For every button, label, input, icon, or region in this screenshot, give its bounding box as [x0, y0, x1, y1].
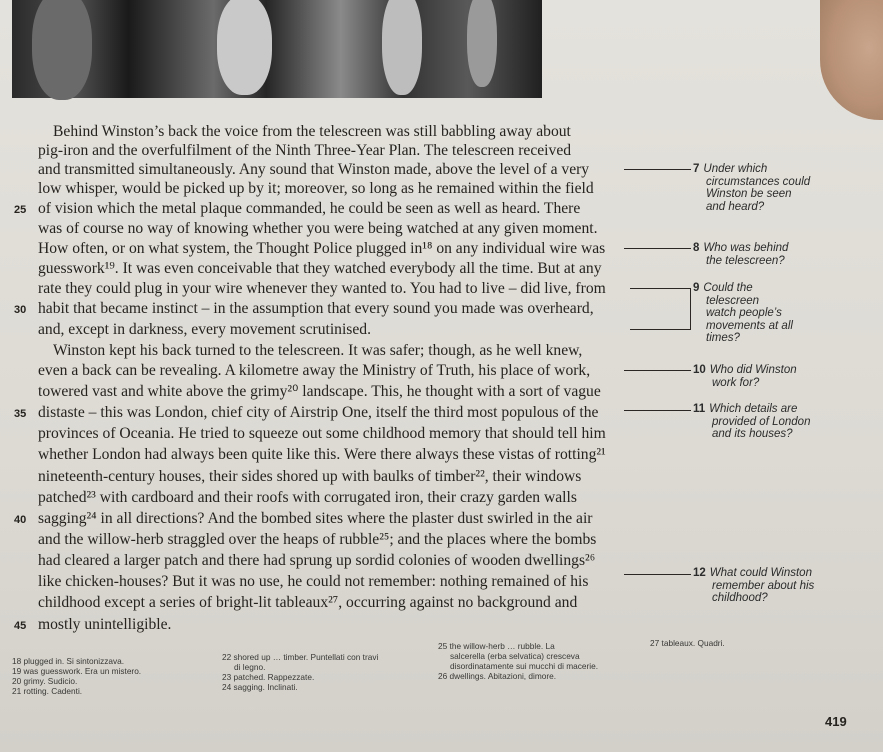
footnote-column-1 — [12, 656, 141, 696]
question-8 — [693, 242, 788, 267]
question-9 — [693, 282, 793, 345]
question-text: Could the — [703, 282, 753, 294]
question-text: childhood? — [712, 592, 768, 604]
text-line: provinces of Oceania. He tried to squeeze out some childhood memory that should tell him — [38, 425, 606, 442]
black-and-white-photo — [12, 0, 542, 98]
line-number: 25 — [14, 204, 27, 216]
footnote-column-3 — [438, 641, 598, 681]
text-line: sagging²⁴ in all directions? And the bombed sites where the plaster dust swirled in the air — [38, 510, 593, 527]
footnote: 25 the willow-herb … rubble. La — [438, 641, 555, 651]
question-text: Who was behind — [703, 242, 789, 254]
question-text: movements at all — [706, 319, 793, 332]
footnote-column-2 — [222, 652, 378, 692]
question-text: watch people’s — [706, 307, 782, 319]
footnote: 27 tableaux. Quadri. — [650, 638, 725, 648]
text-line: Behind Winston’s back the voice from the telescreen was still babbling away about — [53, 123, 571, 140]
thumb-photo — [820, 0, 883, 120]
text-line: whether London had always been quite like this. Were there always these vistas of rotting²¹ — [38, 446, 606, 463]
question-7 — [693, 163, 810, 213]
question-number: 7 — [693, 163, 700, 175]
question-text: and its houses? — [712, 428, 793, 440]
line-number: 35 — [14, 408, 27, 420]
line-number: 45 — [14, 620, 27, 632]
text-line: guesswork¹⁹. It was even conceivable that they watched everybody all the time. But at any — [38, 260, 602, 277]
text-line: of vision which the metal plaque commanded, he could be seen as well as heard. There — [38, 200, 581, 217]
question-text: Under which — [703, 163, 768, 175]
text-line: distaste – this was London, chief city of Airstrip One, itself the third most populous of the — [38, 404, 599, 421]
question-10 — [693, 364, 797, 389]
question-11 — [693, 403, 810, 441]
question-number: 11 — [693, 403, 706, 415]
line-number: 40 — [14, 514, 27, 526]
footnote: di legno. — [234, 662, 266, 672]
text-line: had cleared a larger patch and there had sprung up sordid colonies of wooden dwellings²⁶ — [38, 552, 596, 569]
question-rule — [624, 574, 691, 575]
question-text: and heard? — [706, 200, 765, 213]
text-line: mostly unintelligible. — [38, 616, 172, 633]
text-line: Winston kept his back turned to the telescreen. It was safer; though, as he well knew, — [53, 342, 583, 359]
text-line: like chicken-houses? But it was no use, he could not remember: nothing remained of his — [38, 573, 589, 590]
text-line: even a back can be revealing. A kilometre away the Ministry of Truth, his place of work, — [38, 362, 591, 379]
footnote: 21 rotting. Cadenti. — [12, 686, 83, 696]
question-text: telescreen — [706, 294, 760, 307]
footnote: 26 dwellings. Abitazioni, dimore. — [438, 671, 557, 681]
footnote: 20 grimy. Sudicio. — [12, 676, 78, 686]
footnote-column-4 — [650, 638, 725, 648]
question-text: times? — [706, 332, 740, 344]
question-text: remember about his — [712, 579, 815, 592]
question-12 — [693, 567, 814, 605]
question-text: work for? — [712, 376, 760, 389]
question-bracket — [630, 288, 691, 330]
question-text: What could Winston — [709, 567, 812, 579]
footnote: 24 sagging. Inclinati. — [222, 682, 298, 692]
text-line: How often, or on what system, the Thought Police plugged in¹⁸ on any individual wire was — [38, 240, 606, 257]
page-number: 419 — [825, 714, 847, 729]
question-number: 9 — [693, 282, 700, 294]
text-line: towered vast and white above the grimy²⁰ landscape. This, he thought with a sort of vague — [38, 383, 601, 400]
text-line: habit that became instinct – in the assumption that every sound you made was overheard, — [38, 300, 594, 317]
question-rule — [624, 169, 691, 170]
question-number: 8 — [693, 242, 700, 254]
footnote: 19 was guesswork. Era un mistero. — [12, 666, 142, 676]
question-text: the telescreen? — [706, 254, 785, 267]
text-line: rate they could plug in your wire whenever they wanted to. You had to live – did live, from — [38, 280, 606, 297]
footnote: salcerella (erba selvatica) cresceva — [450, 651, 580, 661]
footnote: 23 patched. Rappezzate. — [222, 672, 315, 682]
question-text: circumstances could — [706, 175, 811, 188]
footnote: disordinatamente sui mucchi di macerie. — [450, 661, 599, 671]
question-text: Who did Winston — [709, 364, 797, 376]
footnote: 22 shored up … timber. Puntellati con travi — [222, 652, 379, 662]
text-line: and the willow-herb straggled over the heaps of rubble²⁵; and the places where the bombs — [38, 531, 597, 548]
text-line: was of course no way of knowing whether you were being watched at any given moment. — [38, 220, 598, 237]
text-line: nineteenth-century houses, their sides shored up with baulks of timber²², their windows — [38, 468, 582, 485]
text-line: low whisper, would be picked up by it; moreover, so long as he remained within the field — [38, 180, 594, 197]
question-text: provided of London — [712, 415, 811, 428]
question-number: 12 — [693, 567, 706, 579]
text-line: pig-iron and the overfulfilment of the Ninth Three-Year Plan. The telescreen received — [38, 142, 572, 159]
text-line: and transmitted simultaneously. Any sound that Winston made, above the level of a very — [38, 161, 590, 178]
question-number: 10 — [693, 364, 706, 376]
text-line: and, except in darkness, every movement scrutinised. — [38, 321, 371, 338]
question-rule — [624, 410, 691, 411]
question-rule — [624, 248, 691, 249]
question-text: Which details are — [709, 403, 798, 415]
text-line: childhood except a series of bright-lit tableaux²⁷, occurring against no background and — [38, 594, 578, 611]
line-number: 30 — [14, 304, 27, 316]
footnote: 18 plugged in. Si sintonizzava. — [12, 656, 125, 666]
text-line: patched²³ with cardboard and their roofs with corrugated iron, their crazy garden walls — [38, 489, 577, 506]
question-rule — [624, 370, 691, 371]
question-text: Winston be seen — [706, 188, 792, 200]
